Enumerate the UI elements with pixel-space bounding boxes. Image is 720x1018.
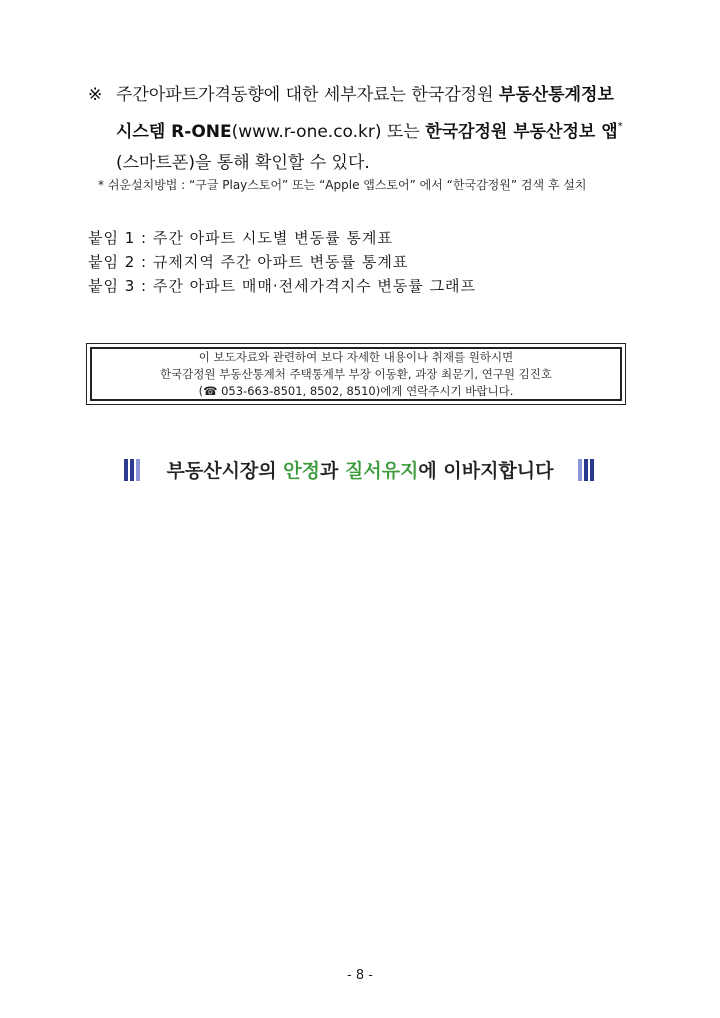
attachment-item: 붙임 1 : 주간 아파트 시도별 변동률 통계표 xyxy=(88,229,393,247)
notice-line-2: 시스템 R-ONE(www.r-one.co.kr) 또는 한국감정원 부동산정보 앱* xyxy=(116,121,623,142)
contact-box xyxy=(86,343,626,405)
notice-line-3: (스마트폰)을 통해 확인할 수 있다. xyxy=(116,153,370,173)
slogan-order: 질서유지 xyxy=(344,460,419,482)
rone-url: (www.r-one.co.kr) 또는 xyxy=(231,122,426,142)
page-number: - 8 - xyxy=(347,968,373,983)
slogan-bars-left-icon xyxy=(124,459,142,481)
app-name: 한국감정원 부동산정보 앱 xyxy=(425,122,618,142)
install-tip: * 쉬운설치방법 : “구글 Play스토어” 또는 “Apple 앱스토어” 에서 “한국감정원” 검색 후 설치 xyxy=(98,178,587,192)
reference-mark: ※ xyxy=(88,85,103,105)
attachment-item: 붙임 3 : 주간 아파트 매매·전세가격지수 변동률 그래프 xyxy=(88,277,477,295)
slogan: 부동산시장의 안정과 질서유지에 이바지합니다 xyxy=(0,456,720,483)
slogan-stability: 안정 xyxy=(283,460,320,482)
contact-line-2: 한국감정원 부동산통계처 주택통계부 부장 이동환, 과장 최문기, 연구원 김진호 xyxy=(159,366,553,381)
contact-line-3: (☎ 053-663-8501, 8502, 8510)에게 연락주시기 바랍니다. xyxy=(198,383,514,398)
contact-line-1: 이 보도자료와 관련하여 보다 자세한 내용이나 취재를 원하시면 xyxy=(198,349,514,364)
attachment-item: 붙임 2 : 규제지역 주간 아파트 변동률 통계표 xyxy=(88,253,409,271)
phone-icon: ☎ xyxy=(203,383,218,398)
notice-line-1: 주간아파트가격동향에 대한 세부자료는 한국감정원 부동산통계정보 xyxy=(116,85,614,105)
rone-system-name: 부동산통계정보 xyxy=(498,85,614,105)
attachment-list xyxy=(88,226,476,298)
slogan-bars-right-icon xyxy=(578,459,596,481)
rone-notice xyxy=(88,80,648,179)
